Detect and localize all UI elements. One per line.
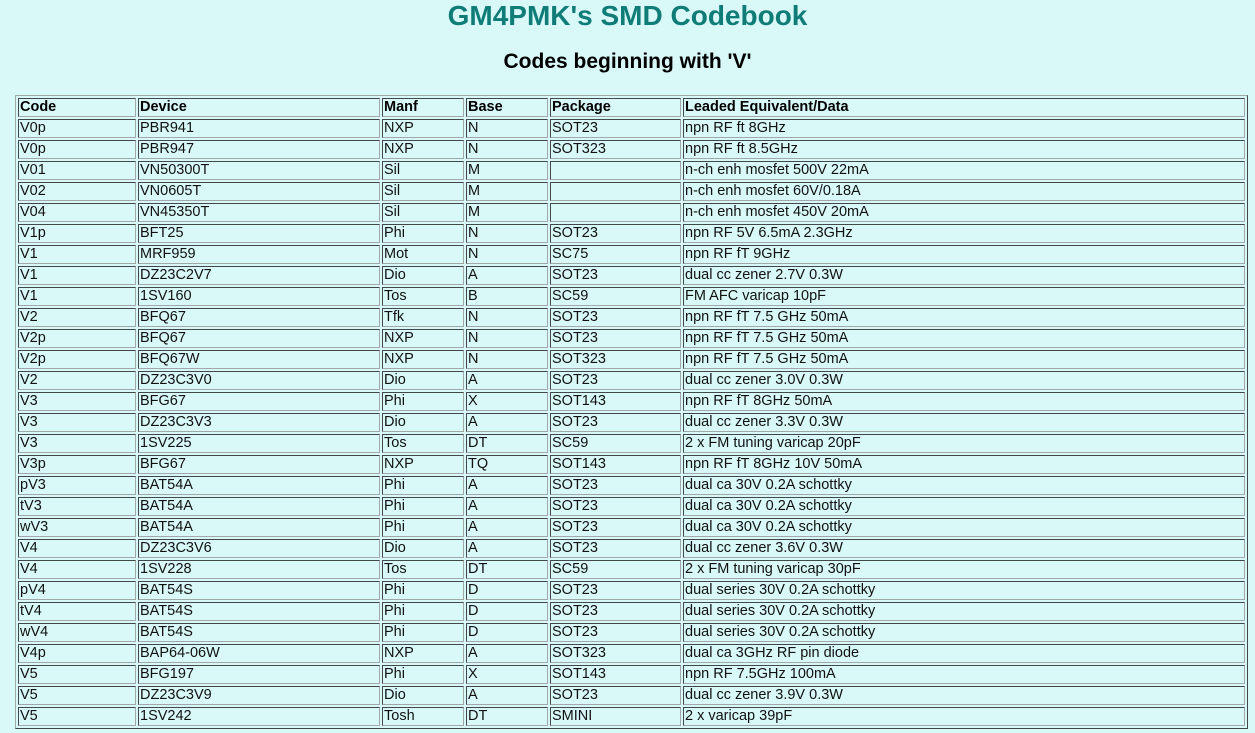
cell-base: M	[466, 182, 548, 201]
cell-manf: Phi	[382, 623, 464, 642]
column-header-code: Code	[18, 98, 136, 117]
cell-manf: Tos	[382, 434, 464, 453]
cell-manf: NXP	[382, 119, 464, 138]
column-header-leaded-equivalent: Leaded Equivalent/Data	[683, 98, 1245, 117]
cell-manf: Tosh	[382, 707, 464, 726]
cell-code: V2p	[18, 350, 136, 369]
cell-device: BAT54A	[138, 518, 380, 537]
cell-base: A	[466, 518, 548, 537]
cell-package: SOT143	[550, 455, 681, 474]
cell-manf: NXP	[382, 455, 464, 474]
cell-code: V5	[18, 686, 136, 705]
cell-manf: Phi	[382, 602, 464, 621]
cell-manf: NXP	[382, 329, 464, 348]
cell-base: A	[466, 644, 548, 663]
cell-base: N	[466, 245, 548, 264]
cell-code: V4p	[18, 644, 136, 663]
cell-leaded-equivalent: FM AFC varicap 10pF	[683, 287, 1245, 306]
cell-leaded-equivalent: npn RF fT 8GHz 50mA	[683, 392, 1245, 411]
column-header-package: Package	[550, 98, 681, 117]
cell-manf: Dio	[382, 266, 464, 285]
cell-leaded-equivalent: npn RF ft 8.5GHz	[683, 140, 1245, 159]
cell-leaded-equivalent: npn RF fT 7.5 GHz 50mA	[683, 308, 1245, 327]
cell-device: PBR947	[138, 140, 380, 159]
table-row	[18, 623, 1245, 642]
cell-manf: NXP	[382, 140, 464, 159]
cell-code: V3	[18, 413, 136, 432]
table-row	[18, 266, 1245, 285]
cell-package: SC59	[550, 560, 681, 579]
cell-manf: Dio	[382, 371, 464, 390]
cell-base: A	[466, 413, 548, 432]
cell-base: M	[466, 203, 548, 222]
cell-device: BFQ67	[138, 329, 380, 348]
table-body	[18, 119, 1245, 726]
cell-device: BAT54S	[138, 602, 380, 621]
cell-leaded-equivalent: dual cc zener 3.3V 0.3W	[683, 413, 1245, 432]
cell-base: DT	[466, 707, 548, 726]
table-row	[18, 497, 1245, 516]
table-row	[18, 518, 1245, 537]
cell-manf: Sil	[382, 161, 464, 180]
cell-base: N	[466, 119, 548, 138]
cell-package: SOT23	[550, 497, 681, 516]
cell-package	[550, 203, 681, 222]
cell-code: pV4	[18, 581, 136, 600]
table-row	[18, 476, 1245, 495]
cell-package	[550, 182, 681, 201]
cell-package: SOT323	[550, 644, 681, 663]
cell-device: 1SV225	[138, 434, 380, 453]
cell-device: BAP64-06W	[138, 644, 380, 663]
column-header-device: Device	[138, 98, 380, 117]
table-header-row	[18, 98, 1245, 117]
cell-package: SOT23	[550, 371, 681, 390]
table-row	[18, 371, 1245, 390]
cell-device: 1SV242	[138, 707, 380, 726]
cell-device: MRF959	[138, 245, 380, 264]
cell-manf: Tos	[382, 560, 464, 579]
cell-code: V3	[18, 434, 136, 453]
cell-device: DZ23C3V3	[138, 413, 380, 432]
cell-leaded-equivalent: dual series 30V 0.2A schottky	[683, 602, 1245, 621]
cell-base: A	[466, 497, 548, 516]
table-row	[18, 539, 1245, 558]
cell-base: N	[466, 329, 548, 348]
cell-code: V5	[18, 707, 136, 726]
cell-manf: Phi	[382, 224, 464, 243]
cell-package: SOT323	[550, 350, 681, 369]
cell-manf: Sil	[382, 182, 464, 201]
cell-code: V4	[18, 560, 136, 579]
cell-leaded-equivalent: dual cc zener 3.6V 0.3W	[683, 539, 1245, 558]
cell-code: V5	[18, 665, 136, 684]
cell-package: SOT23	[550, 476, 681, 495]
cell-package: SOT23	[550, 539, 681, 558]
cell-base: A	[466, 371, 548, 390]
cell-package: SOT23	[550, 413, 681, 432]
cell-manf: NXP	[382, 644, 464, 663]
cell-base: A	[466, 266, 548, 285]
page-title: GM4PMK's SMD Codebook	[447, 0, 808, 31]
cell-manf: Tos	[382, 287, 464, 306]
table-row	[18, 686, 1245, 705]
cell-leaded-equivalent: 2 x varicap 39pF	[683, 707, 1245, 726]
cell-package: SOT323	[550, 140, 681, 159]
table-row	[18, 665, 1245, 684]
cell-manf: Tfk	[382, 308, 464, 327]
cell-leaded-equivalent: dual cc zener 2.7V 0.3W	[683, 266, 1245, 285]
cell-manf: Phi	[382, 476, 464, 495]
cell-leaded-equivalent: npn RF fT 9GHz	[683, 245, 1245, 264]
cell-manf: Phi	[382, 581, 464, 600]
cell-base: M	[466, 161, 548, 180]
table-row	[18, 287, 1245, 306]
cell-device: DZ23C3V0	[138, 371, 380, 390]
table-row	[18, 707, 1245, 726]
cell-code: V3p	[18, 455, 136, 474]
cell-device: 1SV228	[138, 560, 380, 579]
cell-device: BFQ67W	[138, 350, 380, 369]
column-header-base: Base	[466, 98, 548, 117]
cell-manf: Dio	[382, 413, 464, 432]
cell-device: PBR941	[138, 119, 380, 138]
cell-base: A	[466, 686, 548, 705]
cell-manf: Phi	[382, 518, 464, 537]
page-subtitle: Codes beginning with 'V'	[503, 50, 752, 73]
cell-code: V04	[18, 203, 136, 222]
cell-device: BFG67	[138, 455, 380, 474]
cell-code: V0p	[18, 119, 136, 138]
cell-leaded-equivalent: dual ca 30V 0.2A schottky	[683, 518, 1245, 537]
cell-package: SOT23	[550, 602, 681, 621]
cell-device: BFT25	[138, 224, 380, 243]
cell-code: pV3	[18, 476, 136, 495]
table-row	[18, 329, 1245, 348]
cell-leaded-equivalent: dual series 30V 0.2A schottky	[683, 581, 1245, 600]
table-row	[18, 161, 1245, 180]
cell-device: BFG67	[138, 392, 380, 411]
cell-leaded-equivalent: dual series 30V 0.2A schottky	[683, 623, 1245, 642]
cell-manf: Mot	[382, 245, 464, 264]
cell-base: D	[466, 602, 548, 621]
table-row	[18, 455, 1245, 474]
cell-package: SOT23	[550, 686, 681, 705]
cell-code: V1	[18, 287, 136, 306]
cell-leaded-equivalent: dual cc zener 3.9V 0.3W	[683, 686, 1245, 705]
cell-base: N	[466, 350, 548, 369]
cell-code: wV4	[18, 623, 136, 642]
table-row	[18, 140, 1245, 159]
cell-base: A	[466, 476, 548, 495]
cell-leaded-equivalent: dual ca 30V 0.2A schottky	[683, 476, 1245, 495]
cell-device: VN0605T	[138, 182, 380, 201]
cell-base: X	[466, 665, 548, 684]
cell-package: SC75	[550, 245, 681, 264]
cell-package: SOT23	[550, 329, 681, 348]
cell-base: N	[466, 224, 548, 243]
cell-package: SOT23	[550, 518, 681, 537]
table-row	[18, 581, 1245, 600]
cell-code: V2p	[18, 329, 136, 348]
cell-base: X	[466, 392, 548, 411]
cell-base: TQ	[466, 455, 548, 474]
cell-base: DT	[466, 560, 548, 579]
cell-manf: Phi	[382, 665, 464, 684]
column-header-manf: Manf	[382, 98, 464, 117]
cell-manf: Phi	[382, 497, 464, 516]
cell-device: BAT54S	[138, 623, 380, 642]
table-row	[18, 560, 1245, 579]
cell-code: V0p	[18, 140, 136, 159]
cell-leaded-equivalent: npn RF 7.5GHz 100mA	[683, 665, 1245, 684]
cell-leaded-equivalent: n-ch enh mosfet 450V 20mA	[683, 203, 1245, 222]
cell-code: V01	[18, 161, 136, 180]
cell-code: V1	[18, 266, 136, 285]
table-row	[18, 224, 1245, 243]
table-row	[18, 182, 1245, 201]
cell-manf: NXP	[382, 350, 464, 369]
table-row	[18, 392, 1245, 411]
cell-package: SC59	[550, 434, 681, 453]
cell-base: N	[466, 140, 548, 159]
cell-device: BAT54A	[138, 497, 380, 516]
cell-device: DZ23C3V6	[138, 539, 380, 558]
cell-leaded-equivalent: 2 x FM tuning varicap 20pF	[683, 434, 1245, 453]
cell-leaded-equivalent: n-ch enh mosfet 500V 22mA	[683, 161, 1245, 180]
cell-code: V02	[18, 182, 136, 201]
cell-base: D	[466, 623, 548, 642]
cell-device: DZ23C2V7	[138, 266, 380, 285]
cell-code: V1	[18, 245, 136, 264]
table-row	[18, 119, 1245, 138]
cell-package: SOT143	[550, 665, 681, 684]
cell-device: BFG197	[138, 665, 380, 684]
cell-code: V2	[18, 371, 136, 390]
cell-code: tV4	[18, 602, 136, 621]
cell-device: VN50300T	[138, 161, 380, 180]
cell-device: BFQ67	[138, 308, 380, 327]
cell-device: VN45350T	[138, 203, 380, 222]
cell-code: V4	[18, 539, 136, 558]
cell-manf: Sil	[382, 203, 464, 222]
table-row	[18, 644, 1245, 663]
cell-package: SOT23	[550, 266, 681, 285]
table-row	[18, 245, 1245, 264]
cell-code: wV3	[18, 518, 136, 537]
cell-device: 1SV160	[138, 287, 380, 306]
cell-leaded-equivalent: n-ch enh mosfet 60V/0.18A	[683, 182, 1245, 201]
cell-manf: Dio	[382, 686, 464, 705]
cell-package: SOT143	[550, 392, 681, 411]
table-row	[18, 350, 1245, 369]
table-row	[18, 413, 1245, 432]
cell-package: SOT23	[550, 623, 681, 642]
cell-base: DT	[466, 434, 548, 453]
cell-manf: Phi	[382, 392, 464, 411]
cell-base: D	[466, 581, 548, 600]
cell-package: SOT23	[550, 308, 681, 327]
cell-leaded-equivalent: dual ca 3GHz RF pin diode	[683, 644, 1245, 663]
cell-package: SOT23	[550, 119, 681, 138]
table-row	[18, 308, 1245, 327]
cell-base: B	[466, 287, 548, 306]
cell-base: N	[466, 308, 548, 327]
cell-base: A	[466, 539, 548, 558]
table-row	[18, 434, 1245, 453]
cell-package: SC59	[550, 287, 681, 306]
cell-device: BAT54S	[138, 581, 380, 600]
cell-leaded-equivalent: npn RF fT 8GHz 10V 50mA	[683, 455, 1245, 474]
cell-code: tV3	[18, 497, 136, 516]
cell-leaded-equivalent: 2 x FM tuning varicap 30pF	[683, 560, 1245, 579]
cell-package: SMINI	[550, 707, 681, 726]
cell-device: BAT54A	[138, 476, 380, 495]
cell-leaded-equivalent: dual cc zener 3.0V 0.3W	[683, 371, 1245, 390]
cell-leaded-equivalent: dual ca 30V 0.2A schottky	[683, 497, 1245, 516]
cell-manf: Dio	[382, 539, 464, 558]
table-row	[18, 602, 1245, 621]
table-row	[18, 203, 1245, 222]
cell-leaded-equivalent: npn RF fT 7.5 GHz 50mA	[683, 350, 1245, 369]
cell-package: SOT23	[550, 224, 681, 243]
smd-code-table	[15, 95, 1248, 729]
cell-package: SOT23	[550, 581, 681, 600]
cell-device: DZ23C3V9	[138, 686, 380, 705]
cell-leaded-equivalent: npn RF ft 8GHz	[683, 119, 1245, 138]
cell-code: V2	[18, 308, 136, 327]
cell-leaded-equivalent: npn RF 5V 6.5mA 2.3GHz	[683, 224, 1245, 243]
cell-leaded-equivalent: npn RF fT 7.5 GHz 50mA	[683, 329, 1245, 348]
cell-code: V3	[18, 392, 136, 411]
cell-package	[550, 161, 681, 180]
cell-code: V1p	[18, 224, 136, 243]
